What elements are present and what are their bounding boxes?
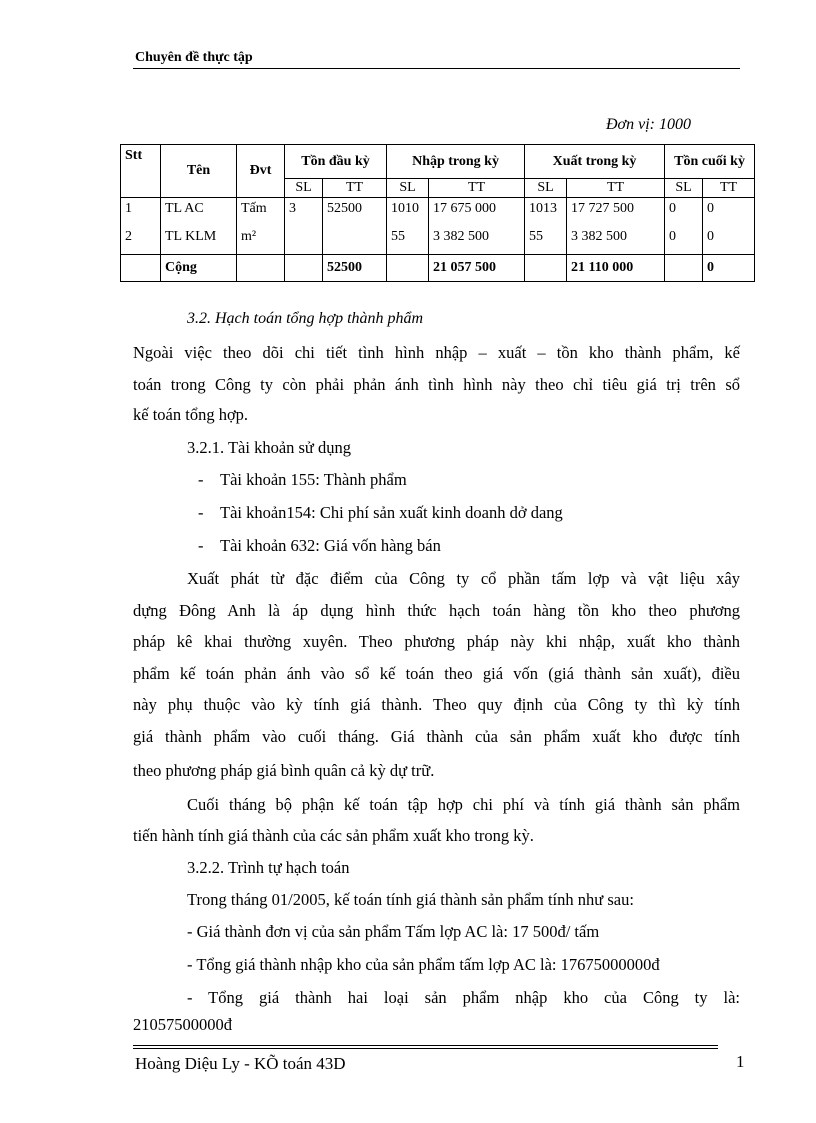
col-nhap: Nhập trong kỳ bbox=[387, 145, 525, 179]
cell-c-tt: 0 bbox=[703, 226, 755, 255]
table-total-row bbox=[121, 255, 755, 282]
table-header-row bbox=[121, 145, 755, 179]
account-label: Tài khoản 155: Thành phẩm bbox=[220, 470, 407, 489]
total-x-tt: 21 110 000 bbox=[567, 255, 665, 282]
cell-ten: TL KLM bbox=[161, 226, 237, 255]
cell-n-sl: 55 bbox=[387, 226, 429, 255]
account-item: - Tài khoản154: Chi phí sản xuất kinh doanh dở dang bbox=[198, 503, 563, 522]
text-line: kế toán tổng hợp. bbox=[133, 405, 249, 424]
cell-dvt: Tấm bbox=[237, 198, 285, 227]
calc-item bbox=[187, 982, 740, 1014]
account-item: - Tài khoản 155: Thành phẩm bbox=[198, 470, 407, 489]
cell-dk-sl bbox=[285, 226, 323, 255]
text-line: 21057500000đ bbox=[133, 1015, 232, 1034]
cell-empty bbox=[665, 255, 703, 282]
cell-n-tt: 17 675 000 bbox=[429, 198, 525, 227]
inventory-table bbox=[120, 144, 755, 282]
text-line: phẩm kế toán phản ánh vào sổ kế toán theo giá vốn (giá thành sản xuất), điều bbox=[133, 663, 740, 683]
table-row bbox=[121, 198, 755, 227]
paragraph-method bbox=[133, 563, 740, 752]
sub-tt: TT bbox=[323, 179, 387, 198]
cell-empty bbox=[525, 255, 567, 282]
text-line: theo phương pháp giá bình quân cả kỳ dự trữ. bbox=[133, 761, 435, 780]
text-line: Cuối tháng bộ phận kế toán tập hợp chi phí và tính giá thành sản phẩm bbox=[187, 795, 740, 814]
account-label: Tài khoản154: Chi phí sản xuất kinh doanh dở dang bbox=[220, 503, 563, 522]
cell-n-tt: 3 382 500 bbox=[429, 226, 525, 255]
col-ton-dau: Tồn đầu kỳ bbox=[285, 145, 387, 179]
cell-stt: 1 bbox=[121, 198, 161, 227]
cell-dk-sl: 3 bbox=[285, 198, 323, 227]
text-line: toán trong Công ty còn phải phản ánh tình hình này theo chỉ tiêu giá trị trên sổ bbox=[133, 374, 740, 394]
account-label: Tài khoản 632: Giá vốn hàng bán bbox=[220, 536, 441, 555]
cell-c-sl: 0 bbox=[665, 226, 703, 255]
section-heading-3-2: 3.2. Hạch toán tổng hợp thành phẩm bbox=[187, 310, 424, 327]
cell-n-sl: 1010 bbox=[387, 198, 429, 227]
calc-item: - Tổng giá thành nhập kho của sản phẩm tấm lợp AC là: 17675000000đ bbox=[187, 955, 660, 974]
total-n-tt: 21 057 500 bbox=[429, 255, 525, 282]
sub-tt: TT bbox=[567, 179, 665, 198]
text-line: Ngoài việc theo dõi chi tiết tình hình nhập – xuất – tồn kho thành phẩm, kế bbox=[133, 343, 740, 362]
sub-tt: TT bbox=[703, 179, 755, 198]
col-stt: Stt bbox=[121, 145, 161, 198]
sub-tt: TT bbox=[429, 179, 525, 198]
running-header: Chuyên đề thực tập bbox=[135, 50, 253, 65]
paragraph-intro bbox=[133, 337, 740, 400]
text-line: này phụ thuộc vào kỳ tính giá thành. Theo quy định của Công ty thì kỳ tính bbox=[133, 695, 740, 714]
cell-stt: 2 bbox=[121, 226, 161, 255]
footer-rule bbox=[133, 1048, 718, 1049]
cell-x-tt: 3 382 500 bbox=[567, 226, 665, 255]
sub-sl: SL bbox=[387, 179, 429, 198]
cell-c-sl: 0 bbox=[665, 198, 703, 227]
footer-rule bbox=[133, 1045, 718, 1046]
calc-intro: Trong tháng 01/2005, kế toán tính giá thành sản phẩm tính như sau: bbox=[187, 890, 634, 909]
account-item: - Tài khoản 632: Giá vốn hàng bán bbox=[198, 536, 441, 555]
table-row bbox=[121, 226, 755, 255]
section-heading-3-2-2: 3.2.2. Trình tự hạch toán bbox=[187, 858, 350, 877]
cell-empty bbox=[387, 255, 429, 282]
footer-author: Hoàng Diệu Ly - KÕ toán 43D bbox=[135, 1054, 346, 1073]
page-number: 1 bbox=[736, 1052, 745, 1071]
cell-c-tt: 0 bbox=[703, 198, 755, 227]
cell-dk-tt: 52500 bbox=[323, 198, 387, 227]
cell-x-sl: 1013 bbox=[525, 198, 567, 227]
sub-sl: SL bbox=[525, 179, 567, 198]
col-xuat: Xuất trong kỳ bbox=[525, 145, 665, 179]
unit-note: Đơn vị: 1000 bbox=[606, 116, 691, 133]
col-ton-cuoi: Tồn cuối kỳ bbox=[665, 145, 755, 179]
col-ten: Tên bbox=[161, 145, 237, 198]
text-line: Xuất phát từ đặc điểm của Công ty cổ phần tấm lợp và vật liệu xây bbox=[187, 569, 740, 588]
text-line: pháp kê khai thường xuyên. Theo phương pháp này khi nhập, xuất kho thành bbox=[133, 632, 740, 651]
text-line: - Tổng giá thành hai loại sản phẩm nhập kho của Công ty là: bbox=[187, 988, 740, 1007]
paragraph-endmonth bbox=[133, 789, 740, 821]
cell-dvt: m² bbox=[237, 226, 285, 255]
text-line: dựng Đông Anh là áp dụng hình thức hạch toán hàng tồn kho theo phương bbox=[133, 600, 740, 620]
cell-empty bbox=[121, 255, 161, 282]
cell-ten: TL AC bbox=[161, 198, 237, 227]
cell-x-sl: 55 bbox=[525, 226, 567, 255]
text-line: giá thành phẩm vào cuối tháng. Giá thành của sản phẩm xuất kho được tính bbox=[133, 726, 740, 746]
cell-dk-tt bbox=[323, 226, 387, 255]
sub-sl: SL bbox=[665, 179, 703, 198]
total-label: Cộng bbox=[161, 255, 237, 282]
cell-empty bbox=[237, 255, 285, 282]
section-heading-3-2-1: 3.2.1. Tài khoản sử dụng bbox=[187, 438, 352, 457]
cell-empty bbox=[285, 255, 323, 282]
col-dvt: Đvt bbox=[237, 145, 285, 198]
sub-sl: SL bbox=[285, 179, 323, 198]
text-line: tiến hành tính giá thành của các sản phẩm xuất kho trong kỳ. bbox=[133, 826, 534, 845]
cell-x-tt: 17 727 500 bbox=[567, 198, 665, 227]
total-dk-tt: 52500 bbox=[323, 255, 387, 282]
header-rule bbox=[133, 68, 740, 69]
total-c-tt: 0 bbox=[703, 255, 755, 282]
calc-item: - Giá thành đơn vị của sản phẩm Tấm lợp AC là: 17 500đ/ tấm bbox=[187, 922, 600, 941]
